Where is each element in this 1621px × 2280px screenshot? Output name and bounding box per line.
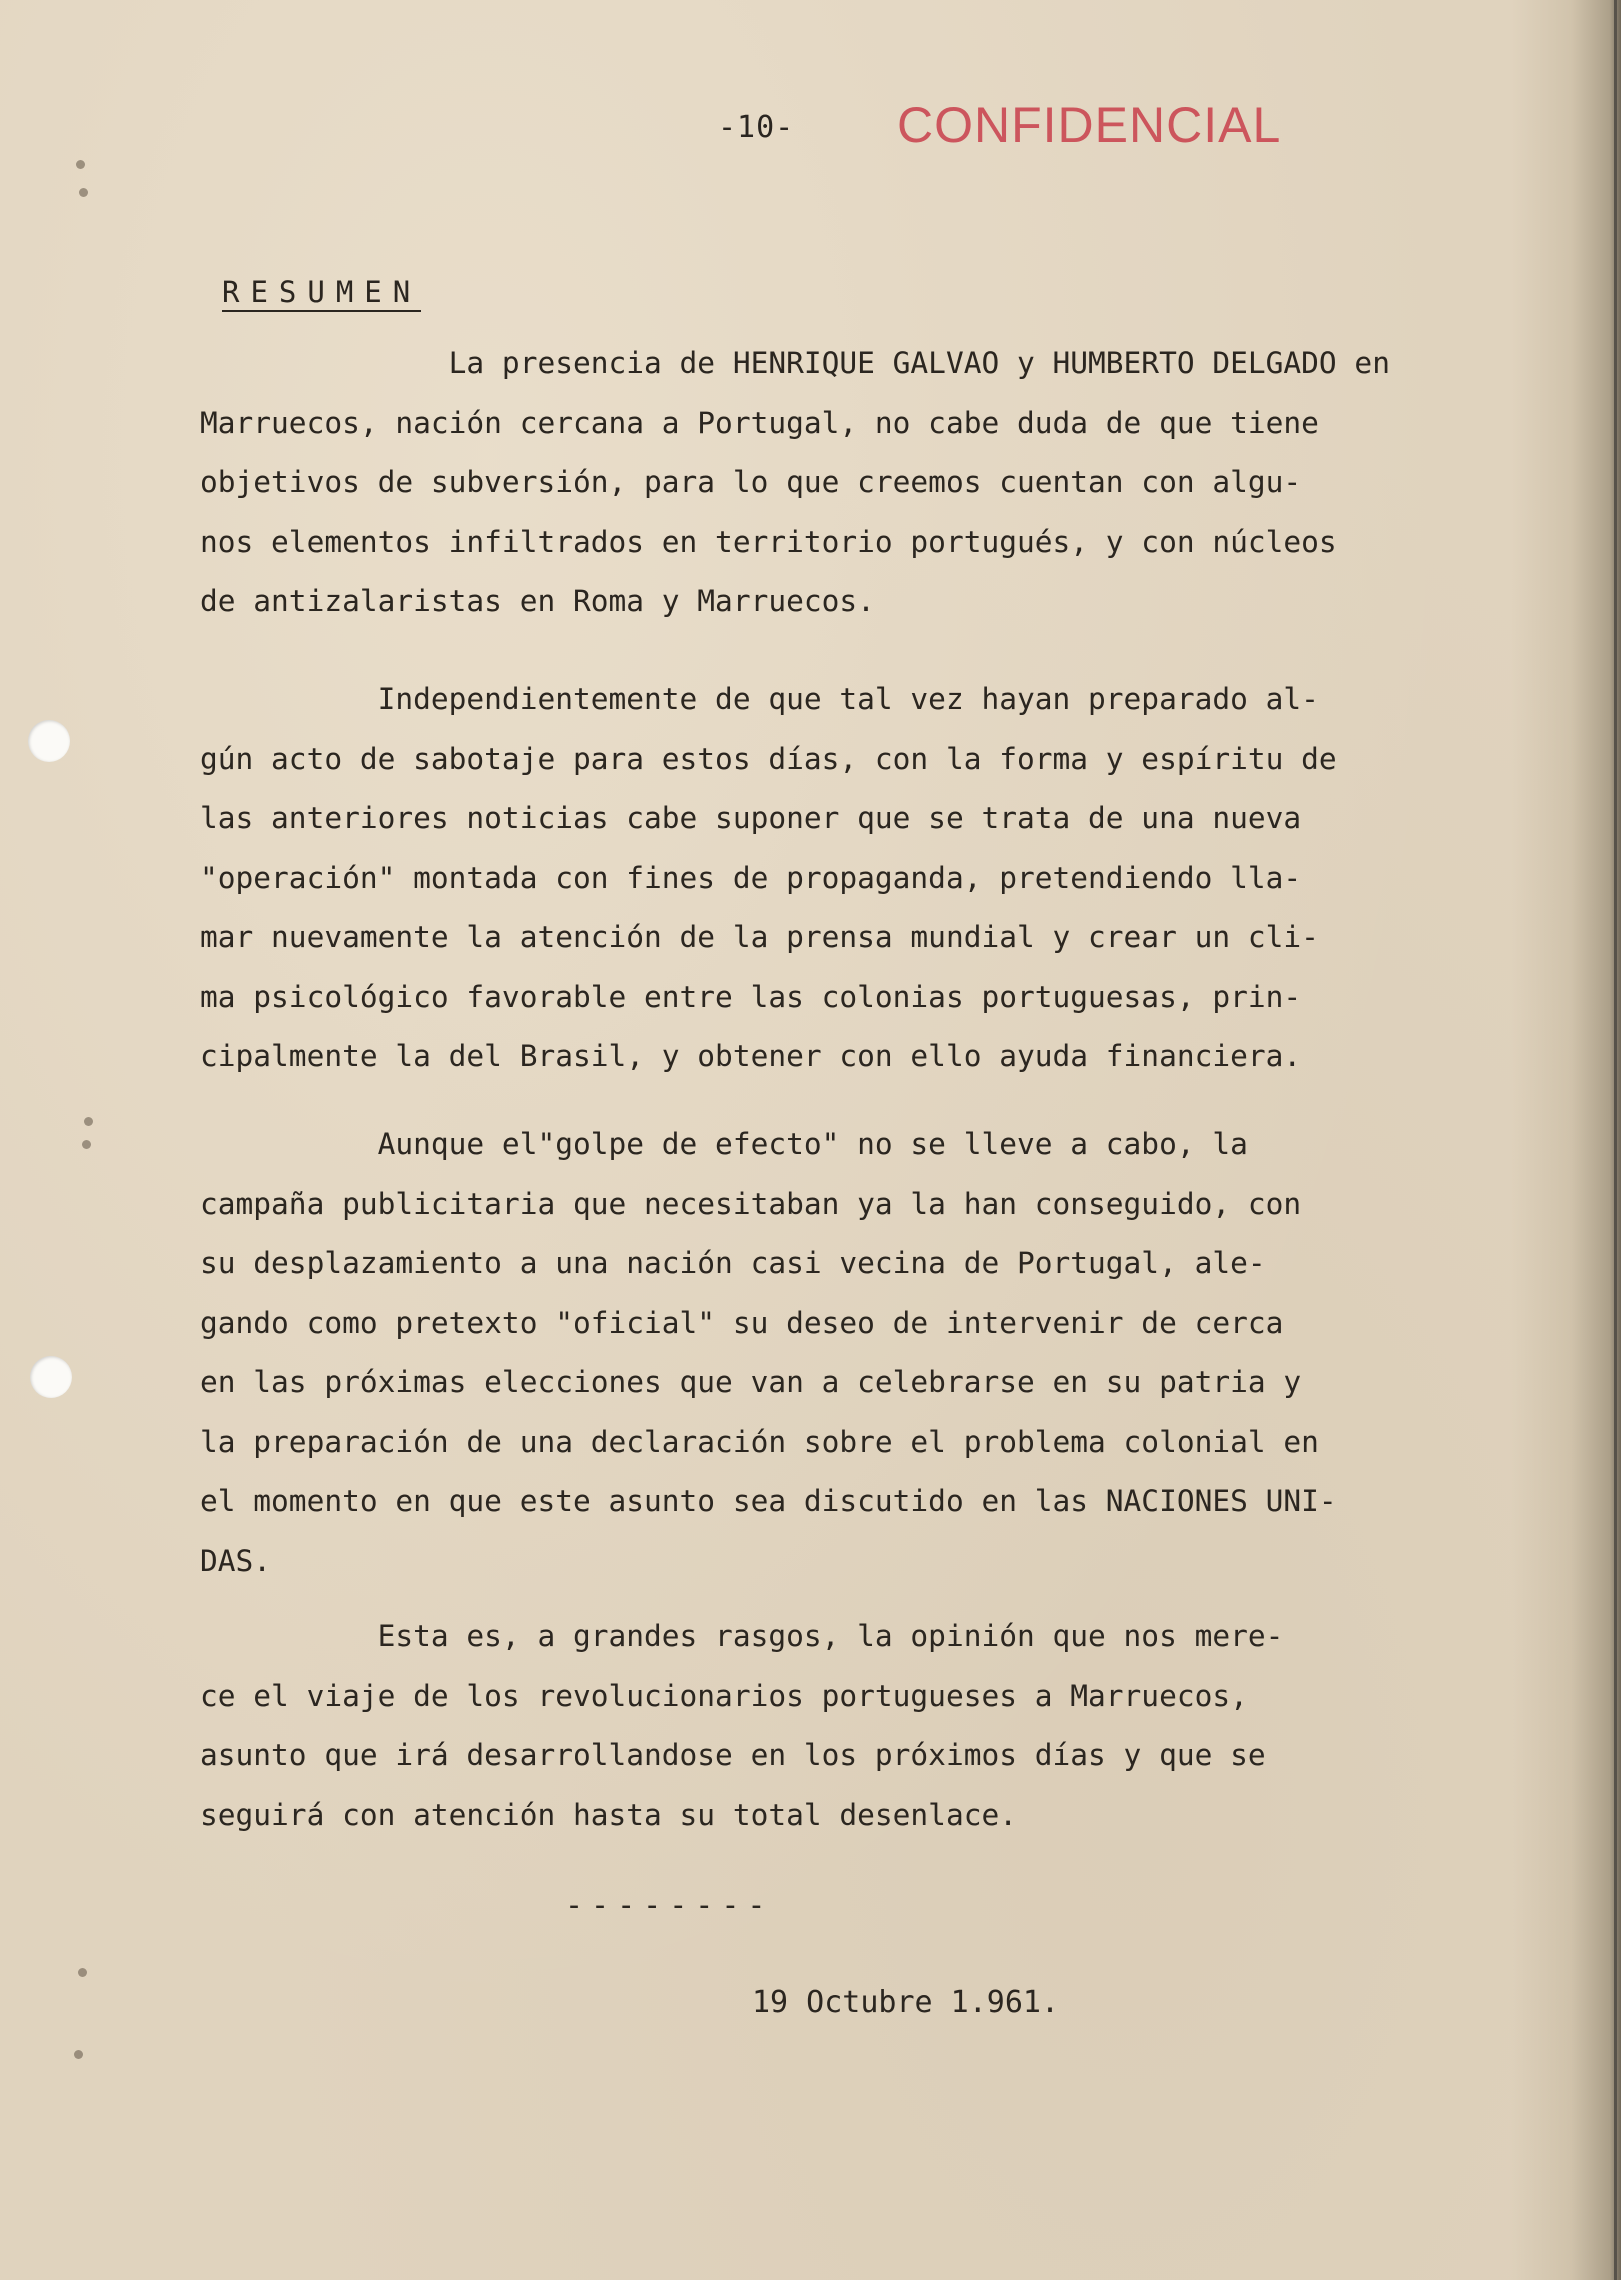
paragraph-3: Aunque el"golpe de efecto" no se lleve a cabo, la campaña publicitaria que necesitaban ya la han conseguido, con su desplazamiento a una nación casi vecina de Portugal, ale- gando como pretexto "oficial" su deseo de intervenir de cerca en las próximas elecciones que van a celebrarse en su patria y la preparación de una declaración sobre el problema colonial en el momento en que este asunto sea discutido en las NACIONES UNI- DAS. — [200, 1127, 1337, 1578]
paragraph-1: La presencia de HENRIQUE GALVAO y HUMBERTO DELGADO en Marruecos, nación cercana a Portugal, no cabe duda de que tiene objetivos de subversión, para lo que creemos cuentan con algu- nos elementos infiltrados en territorio portugués, y con núcleos de antizalaristas en Roma y Marruecos. — [200, 346, 1390, 618]
page-edge-border — [1614, 0, 1617, 2280]
margin-mark — [78, 1968, 87, 1977]
punch-hole-lower — [30, 1356, 72, 1398]
section-heading: RESUMEN — [222, 276, 421, 312]
document-date: 19 Octubre 1.961. — [752, 1985, 1060, 2020]
margin-mark — [74, 2050, 83, 2059]
margin-mark — [76, 160, 85, 169]
margin-mark — [84, 1117, 93, 1126]
paragraph-2: Independientemente de que tal vez hayan preparado al- gún acto de sabotaje para estos días, con la forma y espíritu de las anteriores noticias cabe suponer que se trata de una nueva "operación" montada con fines de propaganda, pretendiendo lla- mar nuevamente la atención de la prensa mundial y crear un cli- ma psicológico favorable entre las colonias portuguesas, prin- cipalmente la del Brasil, y obtener con ello ayuda financiera. — [200, 682, 1337, 1073]
paragraph-4: Esta es, a grandes rasgos, la opinión que nos mere- ce el viaje de los revolucionarios portugueses a Marruecos, asunto que irá desarrollandose en los próximos días y que se seguirá con atención hasta su total desenlace. — [200, 1619, 1284, 1832]
page-number: -10- — [718, 110, 795, 145]
margin-mark — [79, 188, 88, 197]
separator-dashes: -------- — [565, 1888, 774, 1923]
confidential-stamp: CONFIDENCIAL — [897, 97, 1282, 153]
punch-hole-upper — [28, 720, 70, 762]
margin-mark — [82, 1140, 91, 1149]
